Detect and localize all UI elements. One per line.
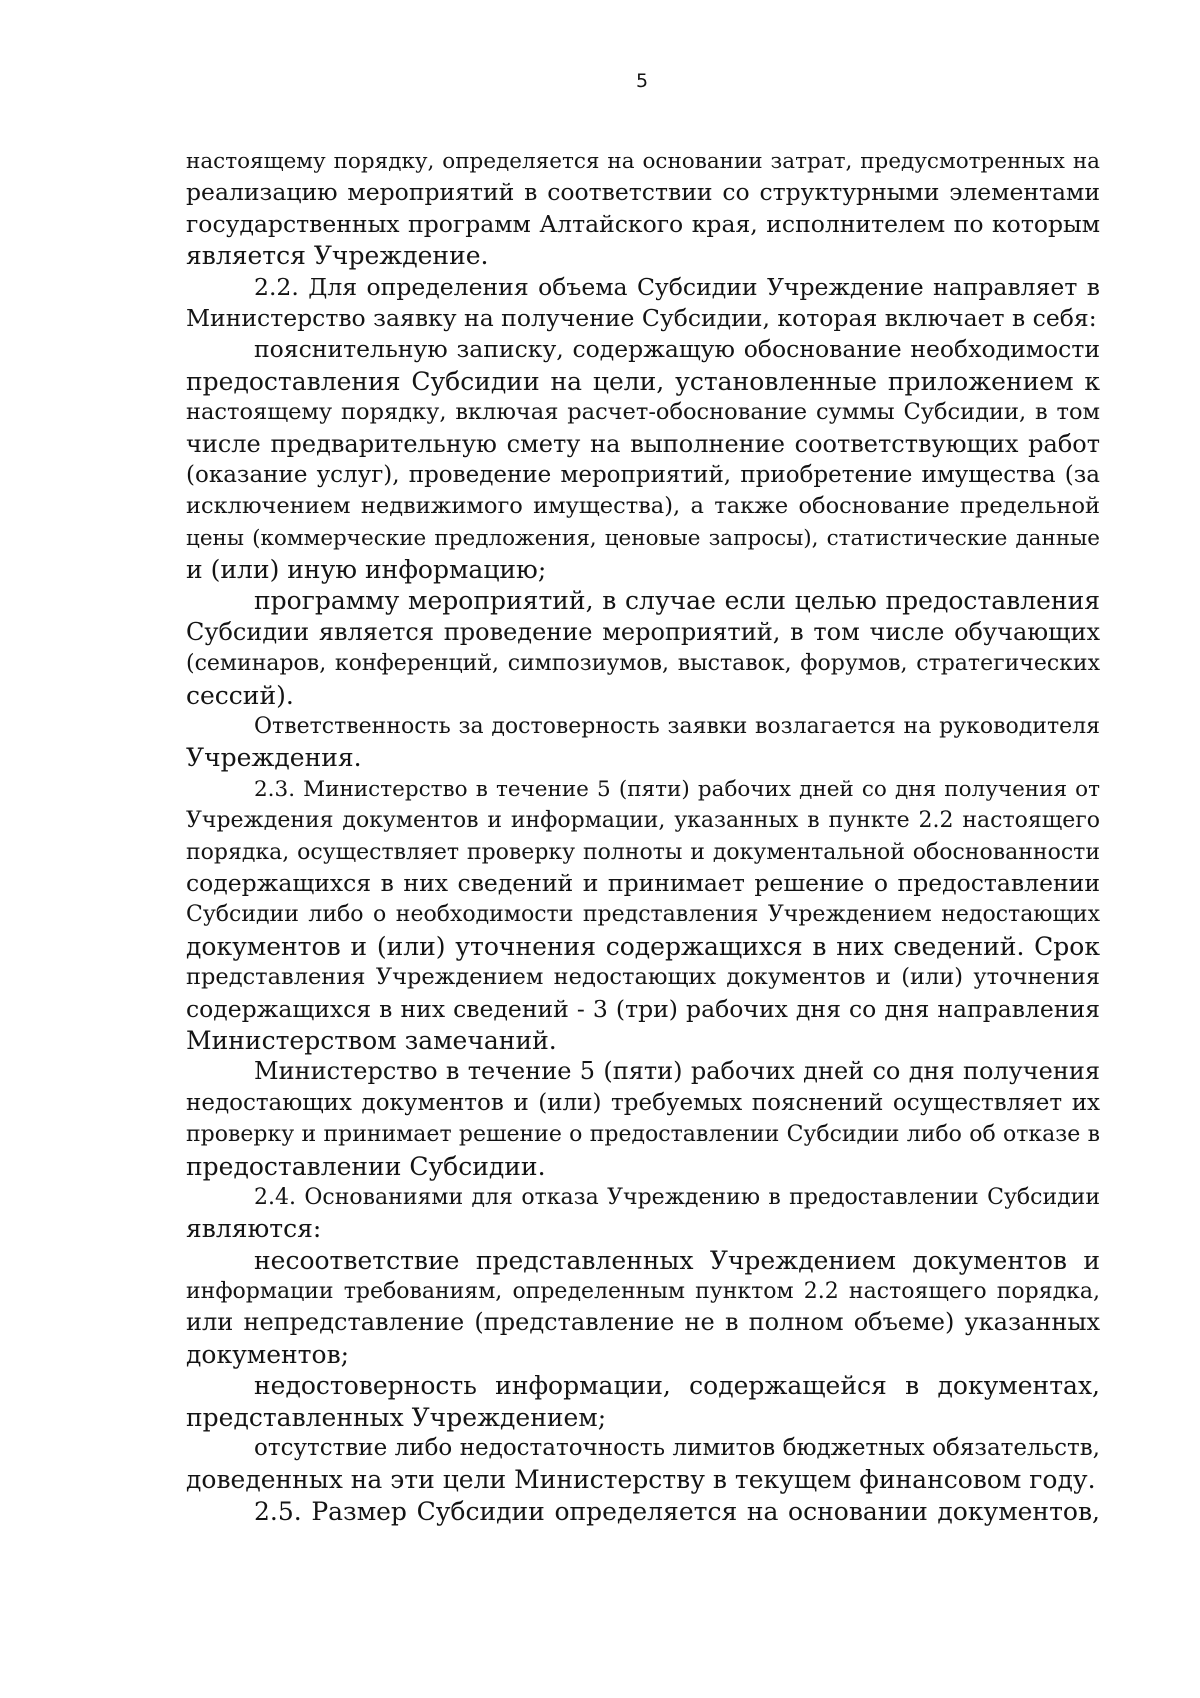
text-line: предоставления Субсидии на цели, установленные приложением к	[186, 366, 1100, 396]
text-line: (семинаров, конференций, симпозиумов, выставок, форумов, стратегических	[186, 651, 1100, 677]
text-line: Министерство заявку на получение Субсидии, которая включает в себя:	[186, 303, 1097, 332]
text-line: цены (коммерческие предложения, ценовые запросы), статистические данные	[186, 525, 1100, 551]
text-line: Субсидии является проведение мероприятий, в том числе обучающих	[186, 617, 1100, 646]
text-line: Ответственность за достоверность заявки возлагается на руководителя	[254, 714, 1100, 740]
text-line: предоставлении Субсидии.	[186, 1151, 546, 1181]
text-line: числе предварительную смету на выполнение соответствующих работ	[186, 429, 1100, 458]
text-line: порядка, осуществляет проверку полноты и документальной обоснованности	[186, 839, 1100, 865]
text-line: Министерство в течение 5 (пяти) рабочих дней со дня получения	[254, 1057, 1100, 1086]
text-line: настоящему порядку, включая расчет-обоснование суммы Субсидии, в том	[186, 399, 1100, 426]
text-line: 2.2. Для определения объема Субсидии Учреждение направляет в	[254, 272, 1100, 301]
text-line: представления Учреждением недостающих документов и (или) уточнения	[186, 964, 1100, 991]
text-line: исключением недвижимого имущества), а также обоснование предельной	[186, 493, 1100, 520]
text-line: недостоверность информации, содержащейся в документах,	[254, 1371, 1100, 1401]
text-line: документов;	[186, 1339, 350, 1369]
text-line: отсутствие либо недостаточность лимитов бюджетных обязательств,	[254, 1435, 1100, 1462]
text-line: Учреждения.	[186, 743, 362, 773]
text-line: Субсидии либо о необходимости представления Учреждением недостающих	[186, 902, 1100, 928]
page-number: 5	[635, 70, 649, 92]
text-line: (оказание услуг), проведение мероприятий, приобретение имущества (за	[186, 461, 1100, 488]
body-text	[186, 146, 1100, 1527]
text-line: реализацию мероприятий в соответствии со структурными элементами	[186, 178, 1100, 207]
text-line: государственных программ Алтайского края, исполнителем по которым	[186, 209, 1100, 238]
text-line: или непредставление (представление не в полном объеме) указанных	[186, 1308, 1100, 1337]
text-line: является Учреждение.	[186, 241, 489, 271]
text-line: являются:	[186, 1214, 322, 1244]
text-line: представленных Учреждением;	[186, 1402, 607, 1432]
text-line: несоответствие представленных Учреждением документов и	[254, 1245, 1100, 1275]
text-line: содержащихся в них сведений - 3 (три) рабочих дня со дня направления	[186, 994, 1100, 1023]
text-line: программу мероприятий, в случае если целью предоставления	[254, 586, 1100, 616]
text-line: содержащихся в них сведений и принимает решение о предоставлении	[186, 868, 1100, 897]
text-line: недостающих документов и (или) требуемых пояснений осуществляет их	[186, 1089, 1100, 1116]
text-line: 2.5. Размер Субсидии определяется на основании документов,	[254, 1496, 1100, 1526]
text-line: документов и (или) уточнения содержащихся в них сведений. Срок	[186, 931, 1100, 961]
text-line: пояснительную записку, содержащую обоснование необходимости	[254, 335, 1100, 364]
text-line: настоящему порядку, определяется на основании затрат, предусмотренных на	[186, 149, 1100, 174]
text-line: Учреждения документов и информации, указанных в пункте 2.2 настоящего	[186, 808, 1100, 834]
text-line: сессий).	[186, 680, 294, 710]
text-line: 2.3. Министерство в течение 5 (пяти) рабочих дней со дня получения от	[254, 776, 1100, 802]
text-line: проверку и принимает решение о предоставлении Субсидии либо об отказе в	[186, 1122, 1100, 1148]
text-line: доведенных на эти цели Министерству в текущем финансовом году.	[186, 1465, 1096, 1495]
text-line: информации требованиям, определенным пунктом 2.2 настоящего порядка,	[186, 1279, 1100, 1305]
text-line: 2.4. Основаниями для отказа Учреждению в предоставлении Субсидии	[254, 1184, 1100, 1210]
text-line: и (или) иную информацию;	[186, 555, 547, 585]
text-line: Министерством замечаний.	[186, 1025, 557, 1055]
